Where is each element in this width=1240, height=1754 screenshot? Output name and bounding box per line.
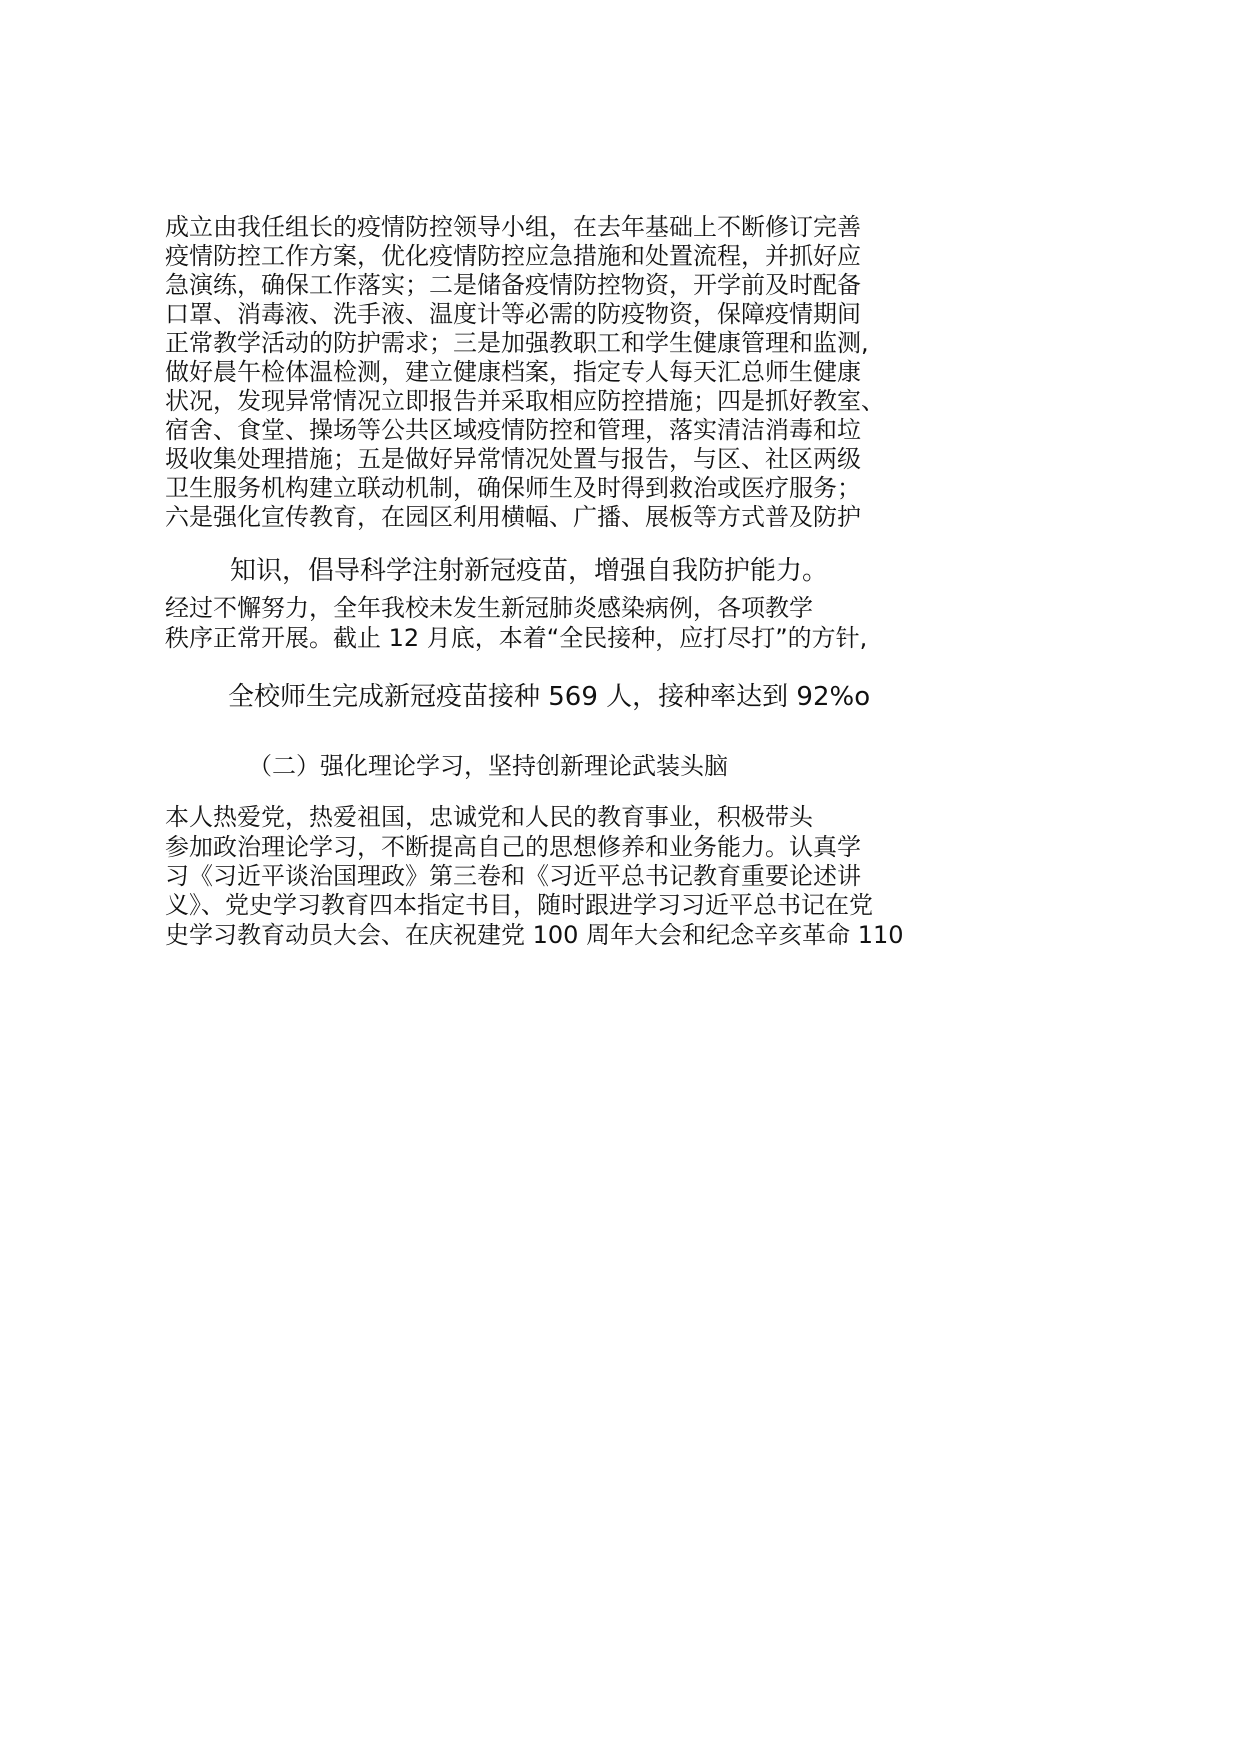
text-line: 义》、党史学习教育四本指定书目，随时跟进学习习近平总书记在党 [165,891,873,919]
text-line: 史学习教育动员大会、在庆祝建党 100 周年大会和纪念辛亥革命 110 [165,921,904,949]
text-line: 习《习近平谈治国理政》第三卷和《习近平总书记教育重要论述讲 [165,862,861,890]
text-line: 疫情防控工作方案，优化疫情防控应急措施和处置流程，并抓好应 [165,242,861,270]
text-line: 圾收集处理措施；五是做好异常情况处置与报告，与区、社区两级 [165,445,861,473]
text-line: 正常教学活动的防护需求；三是加强教职工和学生健康管理和监测, [165,329,869,357]
text-line: 知识，倡导科学注射新冠疫苗，增强自我防护能力。 [230,556,829,586]
text-line: 经过不懈努力，全年我校未发生新冠肺炎感染病例，各项教学 [165,594,813,622]
text-line: 成立由我任组长的疫情防控领导小组，在去年基础上不断修订完善 [165,213,861,241]
text-line: 急演练，确保工作落实；二是储备疫情防控物资，开学前及时配备 [165,271,861,299]
text-line: 宿舍、食堂、操场等公共区域疫情防控和管理，落实清洁消毒和垃 [165,416,861,444]
text-line: 卫生服务机构建立联动机制，确保师生及时得到救治或医疗服务； [165,474,861,502]
text-line: 全校师生完成新冠疫苗接种 569 人，接种率达到 92%o [228,682,871,712]
section-heading: （二）强化理论学习，坚持创新理论武装头脑 [248,752,728,780]
text-line: 做好晨午检体温检测，建立健康档案，指定专人每天汇总师生健康 [165,358,861,386]
text-line: 六是强化宣传教育，在园区利用横幅、广播、展板等方式普及防护 [165,503,861,531]
text-line: 参加政治理论学习，不断提高自己的思想修养和业务能力。认真学 [165,833,861,861]
text-line: 口罩、消毒液、洗手液、温度计等必需的防疫物资，保障疫情期间 [165,300,861,328]
text-line: 本人热爱党，热爱祖国，忠诚党和人民的教育事业，积极带头 [165,803,813,831]
text-line: 秩序正常开展。截止 12 月底，本着“全民接种，应打尽打”的方针, [165,624,868,652]
text-line: 状况，发现异常情况立即报告并采取相应防控措施；四是抓好教室、 [165,387,885,415]
